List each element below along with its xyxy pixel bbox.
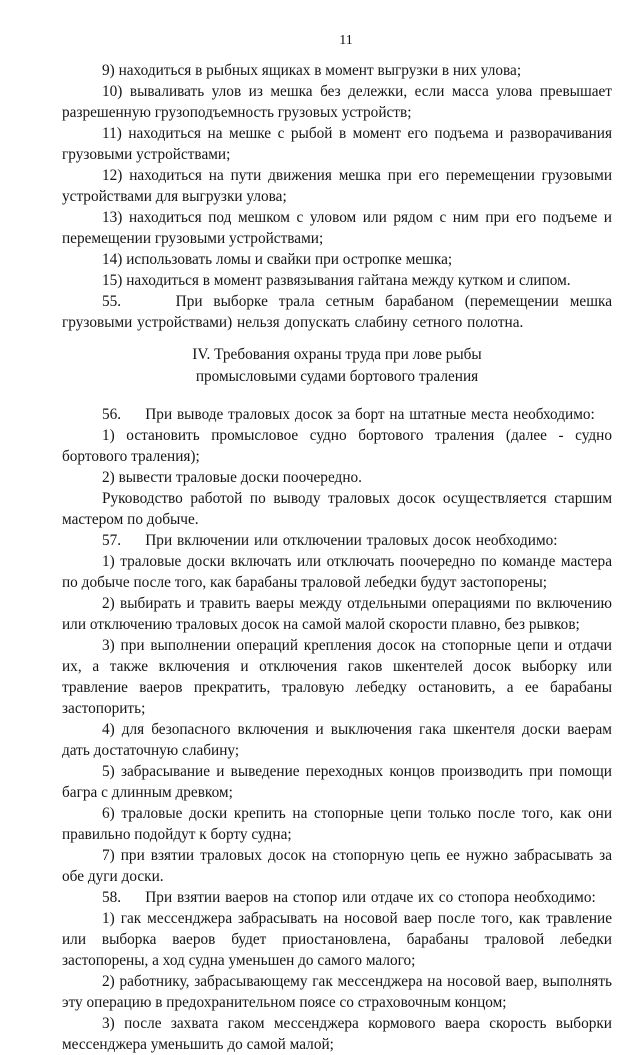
paragraph: 58. При взятии ваеров на стопор или отдаче их со стопора необходимо: [102, 889, 596, 906]
paragraph: 14) использовать ломы и свайки при остропке мешка; [102, 251, 453, 268]
list-block-top [62, 60, 612, 333]
paragraph: 56. При выводе траловых досок за борт на штатные места необходимо: [102, 406, 595, 423]
paragraph: 55. При выборке трала сетным барабаном (перемещении мешка грузовыми устройствами) нельзя допускать слабину сетного полотна. [62, 293, 612, 331]
paragraph: 3) при выполнении операций крепления досок на стопорные цепи и отдачи их, а также включения и отключения гаков шкентелей досок выборку или травление ваеров прекратить, траловую лебедку остановить, а ее барабаны застопорить; [62, 637, 612, 717]
paragraph: 15) находиться в момент развязывания гайтана между кутком и слипом. [102, 272, 571, 289]
paragraph: 1) остановить промысловое судно бортового траления (далее - судно бортового траления); [62, 427, 612, 465]
paragraph: 2) вывести траловые доски поочередно. [102, 469, 362, 486]
paragraph: 11) находиться на мешке с рыбой в момент его подъема и разворачивания грузовыми устройствами; [62, 125, 612, 163]
page-number: 11 [339, 33, 353, 48]
paragraph: 10) вываливать улов из мешка без дележки, если масса улова превышает разрешенную грузоподъемность грузовых устройств; [62, 83, 612, 121]
paragraph: 6) траловые доски крепить на стопорные цепи только после того, как они правильно подойдут к борту судна; [62, 805, 612, 843]
paragraph: 5) забрасывание и выведение переходных концов производить при помощи багра с длинным древком; [62, 763, 612, 801]
section-heading-line: IV. Требования охраны труда при лове рыбы [192, 346, 482, 363]
section-heading [62, 344, 612, 388]
paragraph: 7) при взятии траловых досок на стопорную цепь ее нужно забрасывать за обе дуги доски. [62, 847, 612, 885]
section-heading-line: промысловыми судами бортового траления [195, 368, 479, 385]
list-block-bottom [62, 404, 612, 1055]
paragraph: 9) находиться в рыбных ящиках в момент выгрузки в них улова; [102, 62, 522, 79]
paragraph: 2) выбирать и травить ваеры между отдельными операциями по включению или отключению траловых досок на самой малой скорости плавно, без рывков; [62, 595, 612, 633]
paragraph: 3) после захвата гаком мессенджера кормового ваера скорость выборки мессенджера уменьшить до самой малой; [62, 1015, 612, 1053]
paragraph: 2) работнику, забрасывающему гак мессенджера на носовой ваер, выполнять эту операцию в предохранительном поясе со страховочным концом; [62, 973, 612, 1011]
paragraph: Руководство работой по выводу траловых досок осуществляется старшим мастером по добыче. [62, 490, 612, 528]
document-page [62, 32, 612, 1055]
paragraph: 13) находиться под мешком с уловом или рядом с ним при его подъеме и перемещении грузовыми устройствами; [62, 209, 612, 247]
paragraph: 1) траловые доски включать или отключать поочередно по команде мастера по добыче после того, как барабаны траловой лебедки будут застопорены; [62, 553, 612, 591]
paragraph: 12) находиться на пути движения мешка при его перемещении грузовыми устройствами для выгрузки улова; [62, 167, 612, 205]
paragraph: 1) гак мессенджера забрасывать на носовой ваер после того, как травление или выборка ваеров будет приостановлена, барабаны траловой лебедки застопорены, а ход судна уменьшен до самого малого; [62, 910, 612, 969]
paragraph: 4) для безопасного включения и выключения гака шкентеля доски ваерам дать достаточную слабину; [62, 721, 612, 759]
paragraph: 57. При включении или отключении траловых досок необходимо: [102, 532, 558, 549]
